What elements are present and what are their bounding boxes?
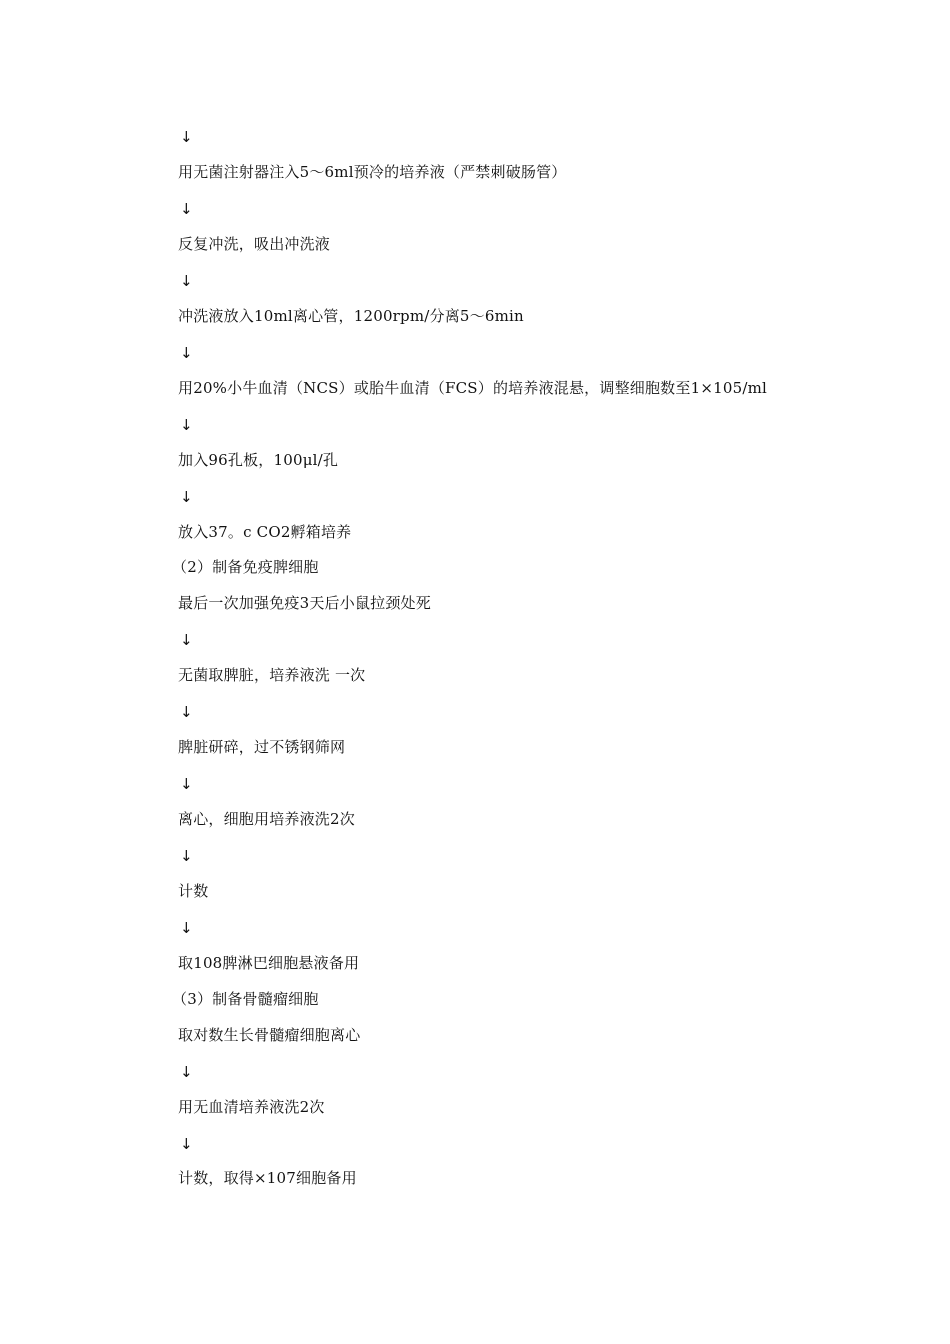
step-inject-medium: 用无菌注射器注入5～6ml预冷的培养液（严禁刺破肠管）	[178, 163, 567, 181]
step-rinse: 反复冲洗，吸出冲洗液	[178, 235, 331, 253]
step-count-reserve: 计数，取得×107细胞备用	[178, 1169, 357, 1187]
step-remove-spleen: 无菌取脾脏，培养液洗 一次	[178, 666, 366, 684]
flow-arrow: ↓	[180, 1135, 193, 1153]
step-wash-serum-free: 用无血清培养液洗2次	[178, 1098, 325, 1116]
flow-arrow: ↓	[180, 272, 193, 290]
flow-arrow: ↓	[180, 416, 193, 434]
step-centrifuge-tube: 冲洗液放入10ml离心管，1200rpm/分离5～6min	[178, 307, 524, 325]
step-count: 计数	[178, 882, 209, 900]
flow-arrow: ↓	[180, 919, 193, 937]
step-incubate: 放入37。c CO2孵箱培养	[178, 523, 352, 541]
section-heading-myeloma-cells: （3）制备骨髓瘤细胞	[172, 990, 319, 1008]
flow-arrow: ↓	[180, 344, 193, 362]
step-resuspend: 用20%小牛血清（NCS）或胎牛血清（FCS）的培养液混悬，调整细胞数至1×105/ml	[178, 379, 767, 397]
step-grind-spleen: 脾脏研碎，过不锈钢筛网	[178, 738, 346, 756]
step-centrifuge-wash: 离心，细胞用培养液洗2次	[178, 810, 355, 828]
flow-arrow: ↓	[180, 200, 193, 218]
step-sacrifice-mouse: 最后一次加强免疫3天后小鼠拉颈处死	[178, 594, 431, 612]
flow-arrow: ↓	[180, 703, 193, 721]
flow-arrow: ↓	[180, 128, 193, 146]
flow-arrow: ↓	[180, 775, 193, 793]
section-heading-spleen-cells: （2）制备免疫脾细胞	[172, 558, 319, 576]
flow-arrow: ↓	[180, 1063, 193, 1081]
flow-arrow: ↓	[180, 631, 193, 649]
step-centrifuge-myeloma: 取对数生长骨髓瘤细胞离心	[178, 1026, 361, 1044]
flow-arrow: ↓	[180, 847, 193, 865]
flow-arrow: ↓	[180, 488, 193, 506]
step-lymphocyte-suspension: 取108脾淋巴细胞悬液备用	[178, 954, 360, 972]
step-96-well-plate: 加入96孔板，100μl/孔	[178, 451, 339, 469]
